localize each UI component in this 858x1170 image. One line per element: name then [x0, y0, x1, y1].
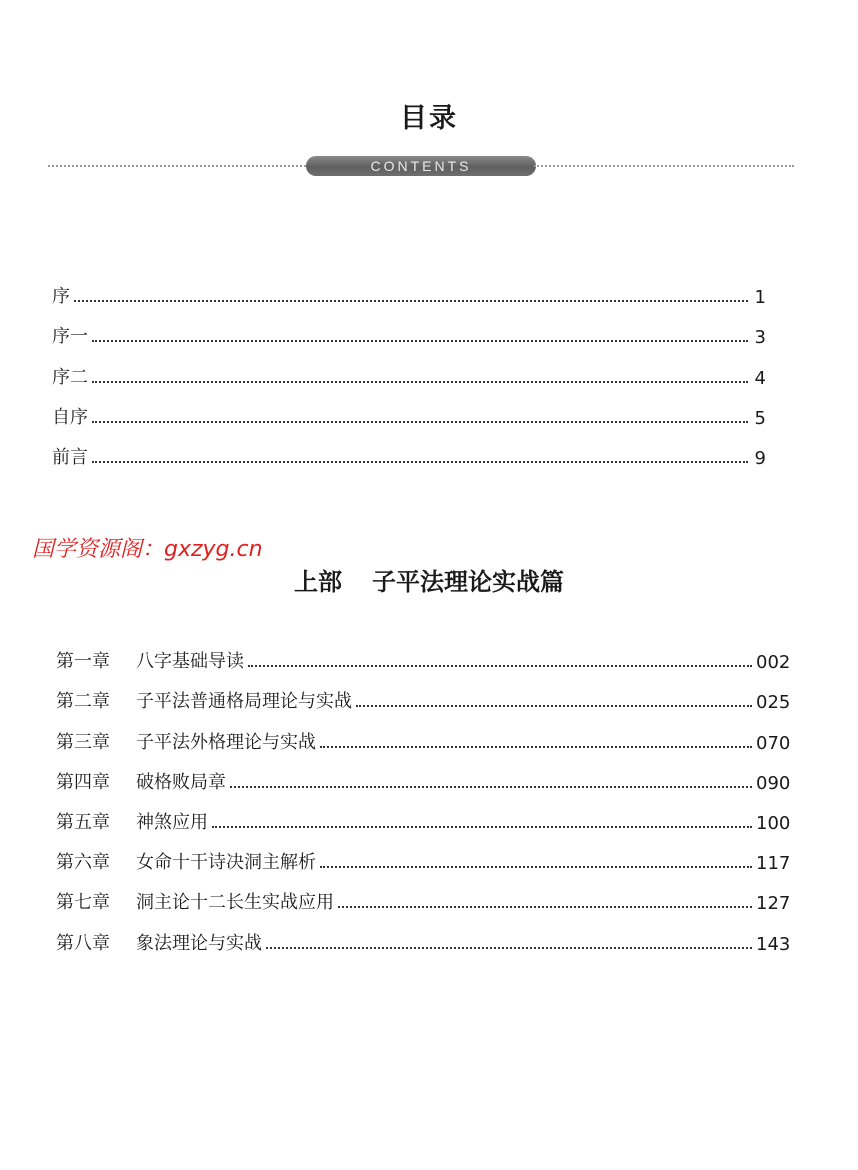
toc-chapter-2[interactable] [56, 687, 790, 713]
toc-entry-page: 4 [754, 368, 766, 389]
toc-chapter-3[interactable] [56, 728, 790, 754]
dot-leader [92, 461, 748, 463]
chapter-number: 第一章 [56, 651, 110, 672]
toc-entry-label: 序二 [52, 367, 88, 388]
dot-leader [74, 300, 748, 302]
chapter-page: 070 [756, 733, 791, 754]
toc-chapter-8[interactable] [56, 929, 790, 955]
toc-entry-author-preface[interactable] [52, 403, 766, 429]
chapter-page: 143 [756, 934, 791, 955]
chapter-page: 117 [756, 853, 791, 874]
chapter-number: 第四章 [56, 772, 110, 793]
toc-entry-foreword[interactable] [52, 443, 766, 469]
chapter-number: 第七章 [56, 892, 110, 913]
toc-chapter-1[interactable] [56, 647, 790, 673]
toc-entry-label: 前言 [52, 447, 88, 468]
toc-entry-page: 5 [754, 408, 766, 429]
chapter-title: 八字基础导读 [136, 651, 244, 672]
chapter-title: 破格败局章 [136, 772, 226, 793]
page-title: 目录 [400, 103, 458, 134]
chapter-number: 第五章 [56, 812, 110, 833]
toc-entry-page: 9 [754, 448, 766, 469]
dot-leader [92, 421, 748, 423]
dot-leader [92, 340, 748, 342]
dot-leader [92, 381, 748, 383]
chapter-number: 第二章 [56, 691, 110, 712]
dot-leader [248, 665, 752, 667]
dot-leader [338, 906, 752, 908]
chapter-number: 第六章 [56, 852, 110, 873]
dot-leader [356, 705, 752, 707]
dot-leader [320, 866, 752, 868]
watermark-text: 国学资源阁：gxzyg.cn [32, 537, 263, 562]
part-heading [0, 562, 858, 597]
chapter-page: 127 [756, 893, 791, 914]
dotted-rule-left [48, 165, 310, 167]
contents-label: CONTENTS [306, 156, 536, 176]
chapter-title: 子平法外格理论与实战 [136, 732, 316, 753]
chapter-title: 女命十干诗决洞主解析 [136, 852, 316, 873]
chapter-title: 象法理论与实战 [136, 933, 262, 954]
toc-entry-preface-2[interactable] [52, 363, 766, 389]
chapter-page: 002 [756, 652, 791, 673]
toc-entry-label: 序 [52, 286, 70, 307]
chapter-title: 子平法普通格局理论与实战 [136, 691, 352, 712]
toc-entry-page: 1 [754, 287, 766, 308]
dot-leader [320, 746, 752, 748]
chapter-number: 第三章 [56, 732, 110, 753]
chapter-page: 025 [756, 692, 791, 713]
toc-chapter-5[interactable] [56, 808, 790, 834]
chapter-title: 神煞应用 [136, 812, 208, 833]
dot-leader [230, 786, 752, 788]
dot-leader [266, 947, 752, 949]
toc-entry-preface[interactable] [52, 282, 766, 308]
chapter-page: 100 [756, 813, 791, 834]
contents-banner [48, 156, 794, 176]
toc-chapter-4[interactable] [56, 768, 790, 794]
chapter-number: 第八章 [56, 933, 110, 954]
dotted-rule-right [534, 165, 794, 167]
part-name: 子平法理论实战篇 [372, 567, 564, 596]
toc-entry-label: 序一 [52, 326, 88, 347]
chapter-title: 洞主论十二长生实战应用 [136, 892, 334, 913]
dot-leader [212, 826, 752, 828]
toc-chapter-7[interactable] [56, 888, 790, 914]
toc-entry-page: 3 [754, 327, 766, 348]
toc-chapter-6[interactable] [56, 848, 790, 874]
toc-entry-label: 自序 [52, 407, 88, 428]
chapter-page: 090 [756, 773, 791, 794]
toc-entry-preface-1[interactable] [52, 322, 766, 348]
part-prefix: 上部 [294, 567, 342, 596]
